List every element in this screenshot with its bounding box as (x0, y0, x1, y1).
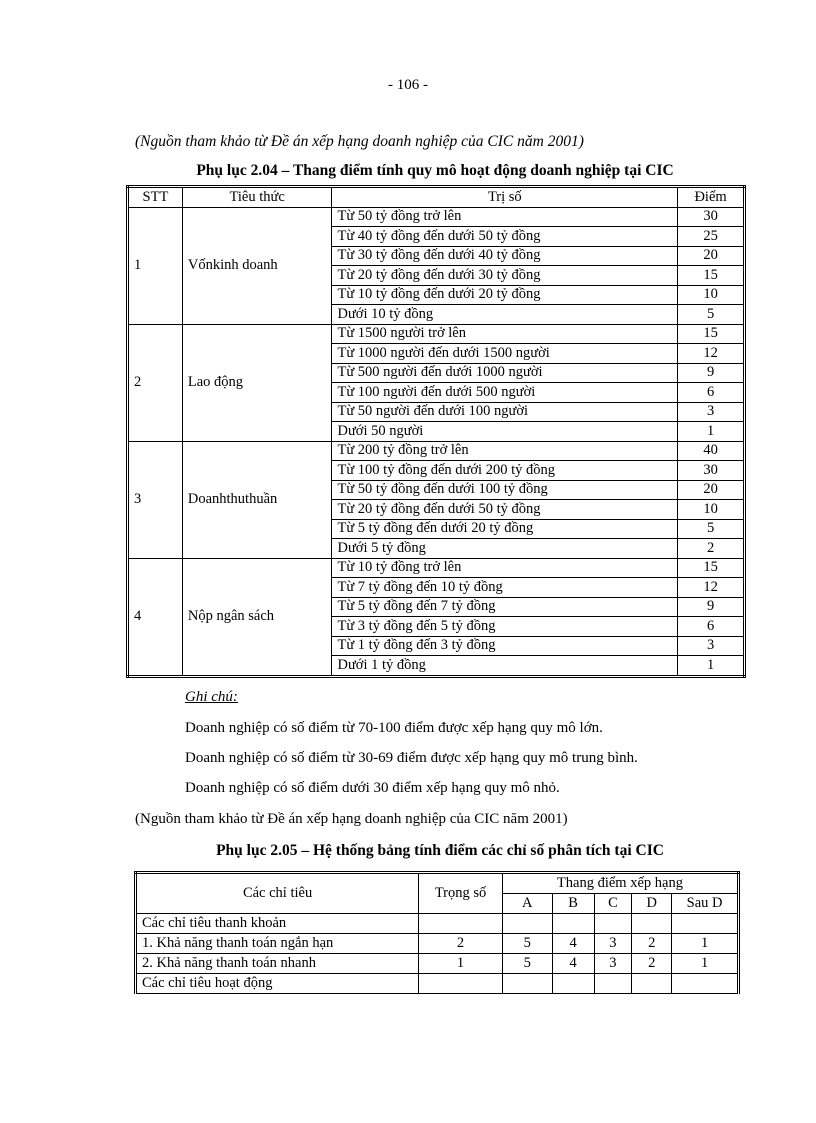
stt-cell: 2 (128, 324, 183, 441)
grade-score-cell (632, 974, 672, 994)
value-cell: Từ 100 tỷ đồng đến dưới 200 tỷ đồng (332, 461, 678, 481)
table-row (136, 914, 739, 934)
table-row (128, 441, 745, 461)
note-line: Doanh nghiệp có số điểm từ 30-69 điểm được xếp hạng quy mô trung bình. (185, 750, 638, 766)
grade-score-cell: 1 (672, 934, 739, 954)
indicator-table (134, 871, 740, 994)
score-cell: 5 (678, 305, 745, 325)
value-cell: Từ 10 tỷ đồng trở lên (332, 558, 678, 578)
value-cell: Từ 100 người đến dưới 500 người (332, 383, 678, 403)
table2-title: Phụ lục 2.05 – Hệ thống bảng tính điểm các chỉ số phân tích tại CIC (216, 842, 664, 859)
weight-cell: 1 (419, 954, 503, 974)
grade-score-cell (594, 914, 632, 934)
grade-score-cell (594, 974, 632, 994)
notes-heading: Ghi chú: (185, 689, 238, 705)
indicator-label: 1. Khả năng thanh toán ngắn hạn (136, 934, 419, 954)
score-cell: 10 (678, 500, 745, 520)
stt-cell: 1 (128, 207, 183, 324)
value-cell: Từ 500 người đến dưới 1000 người (332, 363, 678, 383)
grade-score-cell: 3 (594, 954, 632, 974)
header-scale: Thang điểm xếp hạng (502, 873, 738, 894)
criterion-cell: Vốnkinh doanh (182, 207, 332, 324)
grade-score-cell: 2 (632, 954, 672, 974)
grade-score-cell (502, 914, 552, 934)
score-cell: 25 (678, 227, 745, 247)
grade-score-cell (552, 974, 594, 994)
stt-cell: 3 (128, 441, 183, 558)
value-cell: Từ 200 tỷ đồng trở lên (332, 441, 678, 461)
score-cell: 10 (678, 285, 745, 305)
table1-title: Phụ lục 2.04 – Thang điểm tính quy mô hoạt động doanh nghiệp tại CIC (196, 162, 674, 179)
table-row (128, 558, 745, 578)
score-cell: 9 (678, 363, 745, 383)
score-cell: 6 (678, 383, 745, 403)
value-cell: Từ 50 tỷ đồng trở lên (332, 207, 678, 227)
value-cell: Từ 5 tỷ đồng đến 7 tỷ đồng (332, 597, 678, 617)
header-weight: Trọng số (419, 873, 503, 914)
value-cell: Từ 1 tỷ đồng đến 3 tỷ đồng (332, 636, 678, 656)
score-cell: 2 (678, 539, 745, 559)
note-line: Doanh nghiệp có số điểm dưới 30 điểm xếp hạng quy mô nhỏ. (185, 780, 560, 796)
score-cell: 1 (678, 422, 745, 442)
score-cell: 15 (678, 266, 745, 286)
scale-table (126, 185, 746, 678)
value-cell: Dưới 50 người (332, 422, 678, 442)
score-cell: 5 (678, 519, 745, 539)
grade-header: Sau D (672, 894, 739, 914)
indicator-label: Các chỉ tiêu thanh khoản (136, 914, 419, 934)
grade-score-cell: 5 (502, 954, 552, 974)
value-cell: Từ 50 tỷ đồng đến dưới 100 tỷ đồng (332, 480, 678, 500)
weight-cell (419, 974, 503, 994)
value-cell: Từ 20 tỷ đồng đến dưới 30 tỷ đồng (332, 266, 678, 286)
indicator-label: 2. Khả năng thanh toán nhanh (136, 954, 419, 974)
grade-score-cell (672, 914, 739, 934)
score-cell: 1 (678, 656, 745, 677)
header-indicator: Các chỉ tiêu (136, 873, 419, 914)
value-cell: Dưới 1 tỷ đồng (332, 656, 678, 677)
score-cell: 15 (678, 324, 745, 344)
grade-score-cell (672, 974, 739, 994)
criterion-cell: Doanhthuthuần (182, 441, 332, 558)
value-cell: Từ 1000 người đến dưới 1500 người (332, 344, 678, 364)
grade-header: A (502, 894, 552, 914)
source-note-top: (Nguồn tham khảo từ Đề án xếp hạng doanh nghiệp của CIC năm 2001) (135, 133, 584, 150)
value-cell: Từ 30 tỷ đồng đến dưới 40 tỷ đồng (332, 246, 678, 266)
score-cell: 3 (678, 402, 745, 422)
weight-cell: 2 (419, 934, 503, 954)
indicator-label: Các chỉ tiêu hoạt động (136, 974, 419, 994)
grade-header: B (552, 894, 594, 914)
value-cell: Từ 5 tỷ đồng đến dưới 20 tỷ đồng (332, 519, 678, 539)
criterion-cell: Nộp ngân sách (182, 558, 332, 676)
grade-score-cell (502, 974, 552, 994)
grade-header: D (632, 894, 672, 914)
value-cell: Từ 7 tỷ đồng đến 10 tỷ đồng (332, 578, 678, 598)
score-cell: 20 (678, 246, 745, 266)
value-cell: Dưới 10 tỷ đồng (332, 305, 678, 325)
header-stt: STT (128, 187, 183, 208)
table-row (136, 954, 739, 974)
header-value: Trị số (332, 187, 678, 208)
page-number: - 106 - (388, 77, 428, 93)
criterion-cell: Lao động (182, 324, 332, 441)
grade-score-cell (632, 914, 672, 934)
header-criterion: Tiêu thức (182, 187, 332, 208)
score-cell: 30 (678, 207, 745, 227)
grade-score-cell: 4 (552, 954, 594, 974)
score-cell: 9 (678, 597, 745, 617)
grade-score-cell: 2 (632, 934, 672, 954)
score-cell: 20 (678, 480, 745, 500)
indicator-table-body (136, 873, 739, 994)
header-score: Điểm (678, 187, 745, 208)
grade-score-cell: 3 (594, 934, 632, 954)
scale-table-body (128, 207, 745, 676)
value-cell: Dưới 5 tỷ đồng (332, 539, 678, 559)
score-cell: 3 (678, 636, 745, 656)
table-header-row (128, 187, 745, 208)
table-header-row (136, 873, 739, 894)
score-cell: 15 (678, 558, 745, 578)
value-cell: Từ 10 tỷ đồng đến dưới 20 tỷ đồng (332, 285, 678, 305)
grade-header: C (594, 894, 632, 914)
value-cell: Từ 40 tỷ đồng đến dưới 50 tỷ đồng (332, 227, 678, 247)
grade-score-cell: 1 (672, 954, 739, 974)
score-cell: 30 (678, 461, 745, 481)
table-row (136, 974, 739, 994)
table-row (136, 934, 739, 954)
grade-score-cell (552, 914, 594, 934)
table-row (128, 207, 745, 227)
score-cell: 12 (678, 344, 745, 364)
note-line: Doanh nghiệp có số điểm từ 70-100 điểm được xếp hạng quy mô lớn. (185, 720, 603, 736)
stt-cell: 4 (128, 558, 183, 676)
grade-score-cell: 4 (552, 934, 594, 954)
value-cell: Từ 50 người đến dưới 100 người (332, 402, 678, 422)
score-cell: 12 (678, 578, 745, 598)
score-cell: 40 (678, 441, 745, 461)
weight-cell (419, 914, 503, 934)
score-cell: 6 (678, 617, 745, 637)
value-cell: Từ 20 tỷ đồng đến dưới 50 tỷ đồng (332, 500, 678, 520)
table-row (128, 324, 745, 344)
source-note-bottom: (Nguồn tham khảo từ Đề án xếp hạng doanh nghiệp của CIC năm 2001) (135, 811, 568, 827)
grade-score-cell: 5 (502, 934, 552, 954)
value-cell: Từ 3 tỷ đồng đến 5 tỷ đồng (332, 617, 678, 637)
value-cell: Từ 1500 người trở lên (332, 324, 678, 344)
